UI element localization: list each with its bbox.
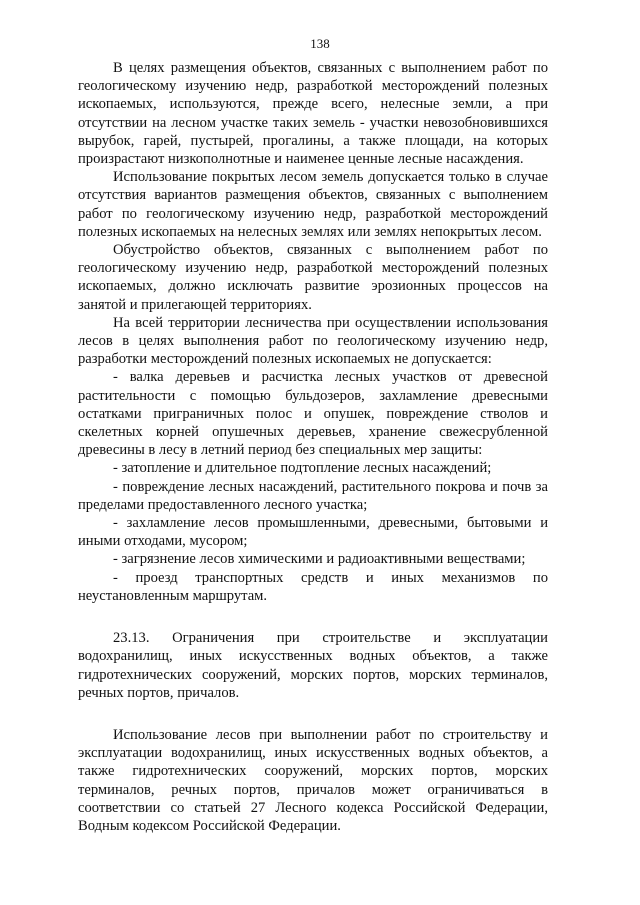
section-heading-23-13: 23.13. Ограничения при строительстве и эксплуатации водохранилищ, иных искусственных водных объектов, а также гидротехнических сооружений, морских портов, морских терминалов, речных портов, причалов. — [78, 630, 548, 701]
list-item-pollution: - загрязнение лесов химическими и радиоактивными веществами; — [113, 551, 526, 568]
paragraph-placement-of-objects: В целях размещения объектов, связанных с выполнением работ по геологическому изучению недр, разработкой месторождений полезных ископаемых, используются, прежде всего, нелесные земли, а при отсутствии на лесном участке таких земель - участки невозобновившихся вырубок, гарей, пустырей, прогалины, а также площади, на которых произрастают низкополнотные и наименее ценные лесные насаждения. — [78, 60, 548, 168]
page-number: 138 — [310, 36, 330, 51]
list-item-flooding: - затопление и длительное подтопление лесных насаждений; — [113, 460, 492, 477]
paragraph-erosion-prevention: Обустройство объектов, связанных с выполнением работ по геологическому изучению недр, разработкой месторождений полезных ископаемых, должно исключать развитие эрозионных процессов на занятой и прилегающей территориях. — [78, 242, 548, 313]
list-item-tree-felling: - валка деревьев и расчистка лесных участков от древесной растительности с помощью бульдозеров, захламление древесными остатками приграничных полос и опушек, повреждение стволов и скелетных корней опушечных деревьев, хранение свежесрубленной древесины в лесу в летний период без специальных мер защиты: — [78, 369, 548, 459]
paragraph-prohibitions-intro: На всей территории лесничества при осуществлении использования лесов в целях выполнения работ по геологическому изучению недр, разработки месторождений полезных ископаемых не допускается: — [78, 314, 548, 368]
list-item-littering: - захламление лесов промышленными, древесными, бытовыми и иными отходами, мусором; — [78, 515, 548, 550]
document-body — [78, 59, 548, 835]
paragraph-forest-land-use: Использование покрытых лесом земель допускается только в случае отсутствия вариантов размещения объектов, связанных с выполнением работ по геологическому изучению недр, разработкой месторождений полезных ископаемых на нелесных землях или землях непокрытых лесом. — [78, 169, 548, 240]
list-item-vegetation-damage: - повреждение лесных насаждений, растительного покрова и почв за пределами предоставленного лесного участка; — [78, 478, 548, 513]
list-item-vehicle-passage: - проезд транспортных средств и иных механизмов по неустановленным маршрутам. — [78, 569, 548, 604]
paragraph-reservoir-construction: Использование лесов при выполнении работ по строительству и эксплуатации водохранилищ, иных искусственных водных объектов, а также гидротехнических сооружений, морских портов, морских терминалов, речных портов, причалов может ограничиваться в соответствии со статьей 27 Лесного кодекса Российской Федерации, Водным кодексом Российской Федерации. — [78, 726, 548, 834]
